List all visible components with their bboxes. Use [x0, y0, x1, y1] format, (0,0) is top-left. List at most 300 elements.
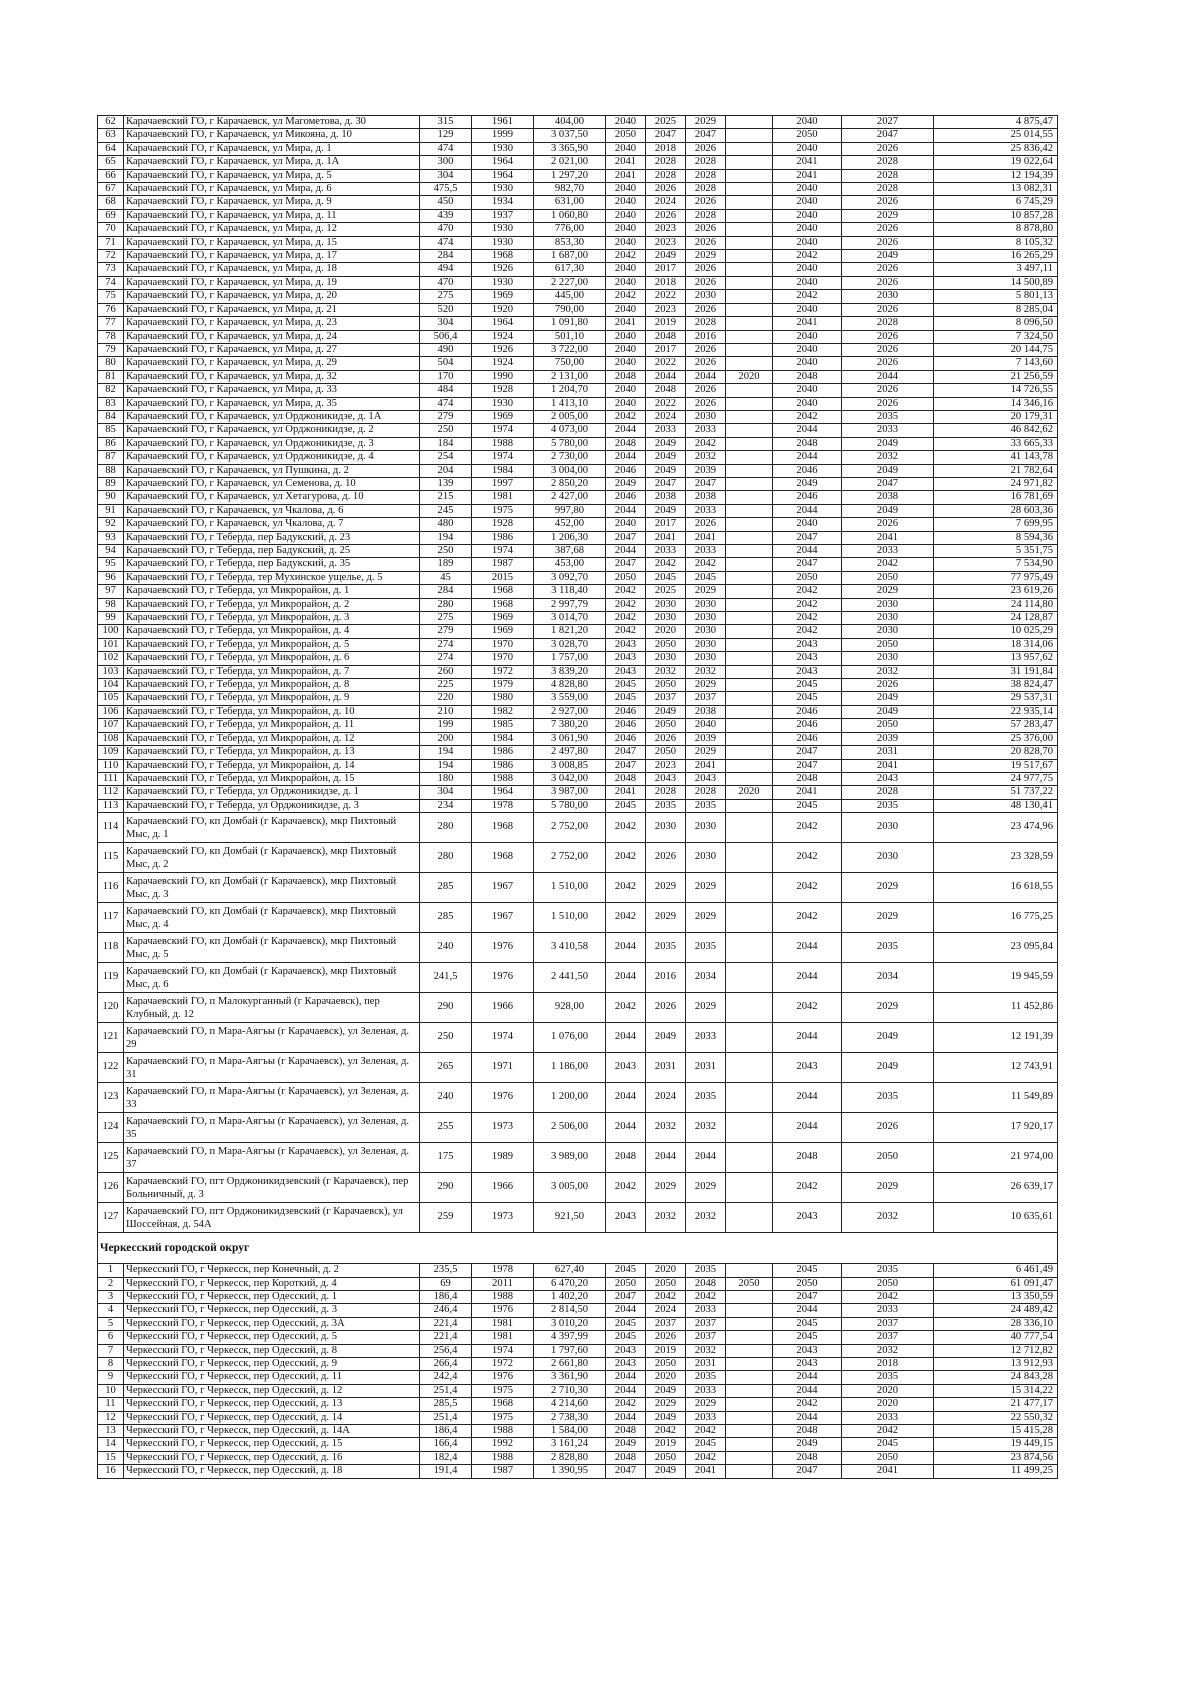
cell-year-c: 2026	[686, 303, 726, 316]
cell-total-area: 3 004,00	[534, 464, 606, 477]
cell-year-a: 2044	[606, 504, 646, 517]
cell-address: Карачаевский ГО, кп Домбай (г Карачаевск), мкр Пихтовый Мыс, д. 5	[124, 933, 420, 963]
cell-year-e: 2045	[773, 799, 842, 812]
cell-year-built: 1924	[472, 357, 534, 370]
cell-address: Карачаевский ГО, г Теберда, ул Микрорайон, д. 1	[124, 585, 420, 598]
cell-cost: 16 775,25	[934, 903, 1058, 933]
cell-year-a: 2040	[606, 196, 646, 209]
cell-year-e: 2042	[773, 612, 842, 625]
cell-row-number: 76	[98, 303, 124, 316]
cell-year-built: 1920	[472, 303, 534, 316]
cell-total-area: 3 361,90	[534, 1371, 606, 1384]
cell-year-f: 2050	[842, 1451, 934, 1464]
cell-year-d	[726, 1290, 773, 1303]
cell-year-built: 1930	[472, 397, 534, 410]
table-row	[98, 116, 1058, 129]
cell-address: Карачаевский ГО, г Теберда, ул Микрорайон, д. 8	[124, 679, 420, 692]
cell-address: Черкесский ГО, г Черкесск, пер Одесский, д. 3	[124, 1304, 420, 1317]
cell-year-b: 2029	[646, 903, 686, 933]
cell-year-a: 2044	[606, 963, 646, 993]
cell-row-number: 67	[98, 183, 124, 196]
cell-cost: 31 191,84	[934, 665, 1058, 678]
cell-year-f: 2030	[842, 625, 934, 638]
cell-year-f: 2047	[842, 477, 934, 490]
cell-year-e: 2044	[773, 1023, 842, 1053]
cell-row-number: 74	[98, 276, 124, 289]
table-row	[98, 732, 1058, 745]
cell-address: Карачаевский ГО, г Теберда, ул Микрорайон, д. 2	[124, 598, 420, 611]
cell-year-a: 2042	[606, 612, 646, 625]
section-header-body	[98, 1233, 1058, 1264]
cell-year-c: 2042	[686, 1451, 726, 1464]
cell-area: 241,5	[420, 963, 472, 993]
cell-address: Карачаевский ГО, г Карачаевск, ул Орджоникидзе, д. 4	[124, 451, 420, 464]
cell-year-e: 2042	[773, 625, 842, 638]
cell-row-number: 94	[98, 545, 124, 558]
cell-year-d	[726, 759, 773, 772]
cell-year-d: 2050	[726, 1277, 773, 1290]
cell-year-built: 1966	[472, 993, 534, 1023]
cell-year-f: 2049	[842, 705, 934, 718]
cell-year-c: 2034	[686, 963, 726, 993]
cell-total-area: 2 497,80	[534, 746, 606, 759]
table-row	[98, 665, 1058, 678]
cell-year-c: 2040	[686, 719, 726, 732]
cell-address: Карачаевский ГО, г Карачаевск, ул Мира, д. 32	[124, 370, 420, 383]
cell-area: 242,4	[420, 1371, 472, 1384]
cell-area: 189	[420, 558, 472, 571]
cell-row-number: 8	[98, 1357, 124, 1370]
cell-year-built: 1987	[472, 1465, 534, 1478]
cell-year-a: 2047	[606, 746, 646, 759]
cell-year-d	[726, 1357, 773, 1370]
cell-row-number: 3	[98, 1290, 124, 1303]
cell-year-f: 2032	[842, 1344, 934, 1357]
cell-year-a: 2048	[606, 437, 646, 450]
cell-year-f: 2028	[842, 317, 934, 330]
cell-year-f: 2037	[842, 1317, 934, 1330]
cell-year-c: 2035	[686, 799, 726, 812]
cell-year-f: 2049	[842, 1023, 934, 1053]
cell-area: 180	[420, 772, 472, 785]
cell-year-built: 1976	[472, 933, 534, 963]
cell-year-b: 2023	[646, 223, 686, 236]
cell-total-area: 3 037,50	[534, 129, 606, 142]
cell-address: Карачаевский ГО, п Мара-Аягъы (г Карачаевск), ул Зеленая, д. 37	[124, 1143, 420, 1173]
cell-year-d: 2020	[726, 370, 773, 383]
cell-year-b: 2050	[646, 746, 686, 759]
cell-year-d	[726, 196, 773, 209]
cell-year-a: 2047	[606, 531, 646, 544]
cell-year-built: 1968	[472, 585, 534, 598]
cell-address: Черкесский ГО, г Черкесск, пер Одесский, д. 1	[124, 1290, 420, 1303]
cell-year-b: 2028	[646, 786, 686, 799]
cell-area: 474	[420, 142, 472, 155]
cell-cost: 22 935,14	[934, 705, 1058, 718]
cell-year-f: 2030	[842, 843, 934, 873]
cell-total-area: 2 752,00	[534, 813, 606, 843]
cell-year-f: 2030	[842, 598, 934, 611]
cell-address: Черкесский ГО, г Черкесск, пер Одесский, д. 5	[124, 1331, 420, 1344]
cell-area: 170	[420, 370, 472, 383]
cell-year-d	[726, 665, 773, 678]
cell-total-area: 1 687,00	[534, 250, 606, 263]
cell-year-f: 2042	[842, 1290, 934, 1303]
cell-year-b: 2026	[646, 732, 686, 745]
cell-cost: 7 143,60	[934, 357, 1058, 370]
cell-year-built: 1968	[472, 843, 534, 873]
cell-year-c: 2035	[686, 1264, 726, 1277]
cell-year-e: 2040	[773, 263, 842, 276]
cell-year-a: 2044	[606, 1411, 646, 1424]
cell-area: 240	[420, 1083, 472, 1113]
cell-year-built: 1976	[472, 1304, 534, 1317]
cell-area: 275	[420, 290, 472, 303]
cell-cost: 16 618,55	[934, 873, 1058, 903]
cell-year-a: 2042	[606, 873, 646, 903]
cell-cost: 26 639,17	[934, 1173, 1058, 1203]
cell-year-c: 2029	[686, 585, 726, 598]
cell-total-area: 1 204,70	[534, 384, 606, 397]
cell-year-a: 2041	[606, 169, 646, 182]
cell-year-d	[726, 504, 773, 517]
cell-year-d	[726, 1451, 773, 1464]
cell-cost: 51 737,22	[934, 786, 1058, 799]
cell-area: 304	[420, 317, 472, 330]
cell-year-f: 2026	[842, 343, 934, 356]
cell-address: Карачаевский ГО, г Теберда, ул Микрорайон, д. 11	[124, 719, 420, 732]
cell-year-built: 1968	[472, 250, 534, 263]
cell-cost: 77 975,49	[934, 571, 1058, 584]
table-row	[98, 129, 1058, 142]
cell-year-d	[726, 719, 773, 732]
cell-area: 280	[420, 843, 472, 873]
cell-year-e: 2046	[773, 464, 842, 477]
cell-year-d	[726, 545, 773, 558]
cell-total-area: 1 091,80	[534, 317, 606, 330]
cell-year-a: 2046	[606, 464, 646, 477]
cell-year-b: 2035	[646, 799, 686, 812]
cell-total-area: 2 997,79	[534, 598, 606, 611]
cell-row-number: 78	[98, 330, 124, 343]
cell-address: Карачаевский ГО, г Карачаевск, ул Орджоникидзе, д. 1А	[124, 410, 420, 423]
cell-row-number: 15	[98, 1451, 124, 1464]
cell-year-b: 2029	[646, 1398, 686, 1411]
cell-cost: 24 489,42	[934, 1304, 1058, 1317]
table-row	[98, 276, 1058, 289]
cell-year-d	[726, 129, 773, 142]
cell-row-number: 10	[98, 1384, 124, 1397]
cell-row-number: 120	[98, 993, 124, 1023]
table-body-karachaevsk	[98, 116, 1058, 813]
cell-year-e: 2047	[773, 1290, 842, 1303]
cell-cost: 28 336,10	[934, 1317, 1058, 1330]
cell-address: Карачаевский ГО, г Теберда, ул Микрорайон, д. 14	[124, 759, 420, 772]
table-row	[98, 1438, 1058, 1451]
cell-area: 251,4	[420, 1384, 472, 1397]
cell-cost: 23 619,26	[934, 585, 1058, 598]
cell-row-number: 123	[98, 1083, 124, 1113]
cell-year-e: 2042	[773, 1173, 842, 1203]
cell-year-built: 1975	[472, 504, 534, 517]
cell-year-a: 2040	[606, 116, 646, 129]
cell-year-b: 2029	[646, 1173, 686, 1203]
cell-year-built: 1975	[472, 1411, 534, 1424]
cell-address: Карачаевский ГО, г Теберда, пер Бадукский, д. 25	[124, 545, 420, 558]
cell-area: 186,4	[420, 1425, 472, 1438]
cell-year-d	[726, 1173, 773, 1203]
cell-total-area: 1 584,00	[534, 1425, 606, 1438]
cell-year-e: 2048	[773, 370, 842, 383]
cell-area: 274	[420, 652, 472, 665]
cell-year-a: 2040	[606, 330, 646, 343]
cell-year-e: 2044	[773, 963, 842, 993]
cell-year-d	[726, 531, 773, 544]
cell-row-number: 95	[98, 558, 124, 571]
cell-year-a: 2050	[606, 1277, 646, 1290]
cell-address: Карачаевский ГО, г Карачаевск, ул Мира, д. 35	[124, 397, 420, 410]
cell-year-built: 1964	[472, 317, 534, 330]
table-row	[98, 625, 1058, 638]
cell-year-a: 2040	[606, 209, 646, 222]
cell-cost: 11 549,89	[934, 1083, 1058, 1113]
cell-row-number: 84	[98, 410, 124, 423]
cell-total-area: 3 061,90	[534, 732, 606, 745]
cell-year-c: 2030	[686, 625, 726, 638]
cell-year-b: 2049	[646, 1384, 686, 1397]
cell-year-built: 1988	[472, 437, 534, 450]
cell-year-b: 2049	[646, 1023, 686, 1053]
cell-year-e: 2047	[773, 746, 842, 759]
cell-year-d	[726, 558, 773, 571]
cell-area: 315	[420, 116, 472, 129]
cell-address: Черкесский ГО, г Черкесск, пер Короткий, д. 4	[124, 1277, 420, 1290]
cell-year-b: 2023	[646, 759, 686, 772]
cell-area: 194	[420, 746, 472, 759]
cell-total-area: 3 042,00	[534, 772, 606, 785]
table-row	[98, 1053, 1058, 1083]
cell-row-number: 111	[98, 772, 124, 785]
cell-year-b: 2025	[646, 585, 686, 598]
cell-cost: 46 842,62	[934, 424, 1058, 437]
table-row	[98, 357, 1058, 370]
cell-area: 235,5	[420, 1264, 472, 1277]
cell-year-c: 2033	[686, 1023, 726, 1053]
cell-area: 215	[420, 491, 472, 504]
table-row	[98, 1451, 1058, 1464]
cell-year-e: 2047	[773, 531, 842, 544]
cell-year-f: 2026	[842, 679, 934, 692]
cell-year-built: 1926	[472, 343, 534, 356]
cell-total-area: 1 510,00	[534, 903, 606, 933]
cell-year-built: 1992	[472, 1438, 534, 1451]
table-row	[98, 638, 1058, 651]
cell-year-a: 2043	[606, 638, 646, 651]
cell-year-c: 2030	[686, 813, 726, 843]
cell-year-d	[726, 772, 773, 785]
table-row	[98, 410, 1058, 423]
cell-row-number: 86	[98, 437, 124, 450]
cell-year-a: 2042	[606, 290, 646, 303]
cell-area: 225	[420, 679, 472, 692]
cell-total-area: 5 780,00	[534, 437, 606, 450]
cell-address: Черкесский ГО, г Черкесск, пер Одесский, д. 14А	[124, 1425, 420, 1438]
cell-year-built: 1970	[472, 638, 534, 651]
cell-year-e: 2043	[773, 665, 842, 678]
cell-year-c: 2037	[686, 1317, 726, 1330]
cell-cost: 10 635,61	[934, 1203, 1058, 1233]
table-row	[98, 1411, 1058, 1424]
cell-year-f: 2033	[842, 545, 934, 558]
cell-total-area: 631,00	[534, 196, 606, 209]
cell-area: 279	[420, 410, 472, 423]
cell-total-area: 5 780,00	[534, 799, 606, 812]
cell-year-built: 1974	[472, 424, 534, 437]
cell-cost: 23 095,84	[934, 933, 1058, 963]
cell-year-b: 2050	[646, 1357, 686, 1370]
cell-year-d	[726, 1053, 773, 1083]
cell-total-area: 921,50	[534, 1203, 606, 1233]
cell-year-d	[726, 692, 773, 705]
cell-year-b: 2033	[646, 424, 686, 437]
cell-year-c: 2028	[686, 317, 726, 330]
cell-year-b: 2032	[646, 665, 686, 678]
cell-cost: 5 351,75	[934, 545, 1058, 558]
cell-total-area: 4 828,80	[534, 679, 606, 692]
cell-cost: 28 603,36	[934, 504, 1058, 517]
cell-year-f: 2041	[842, 759, 934, 772]
cell-year-a: 2045	[606, 679, 646, 692]
cell-cost: 19 945,59	[934, 963, 1058, 993]
cell-year-d	[726, 1411, 773, 1424]
cell-year-f: 2045	[842, 1438, 934, 1451]
cell-cost: 14 346,16	[934, 397, 1058, 410]
cell-year-d	[726, 464, 773, 477]
cell-year-e: 2045	[773, 1264, 842, 1277]
cell-year-built: 1981	[472, 491, 534, 504]
cell-year-d	[726, 843, 773, 873]
cell-total-area: 2 814,50	[534, 1304, 606, 1317]
cell-year-c: 2047	[686, 129, 726, 142]
cell-row-number: 71	[98, 236, 124, 249]
cell-address: Карачаевский ГО, г Карачаевск, ул Мира, д. 29	[124, 357, 420, 370]
cell-total-area: 3 014,70	[534, 612, 606, 625]
cell-year-b: 2023	[646, 303, 686, 316]
cell-total-area: 2 021,00	[534, 156, 606, 169]
cell-area: 506,4	[420, 330, 472, 343]
cell-year-c: 2029	[686, 993, 726, 1023]
document-sheet	[97, 115, 1057, 1479]
cell-year-f: 2030	[842, 612, 934, 625]
cell-cost: 24 971,82	[934, 477, 1058, 490]
cell-year-d	[726, 303, 773, 316]
cell-year-d	[726, 873, 773, 903]
cell-year-d	[726, 437, 773, 450]
cell-year-c: 2029	[686, 250, 726, 263]
table-row	[98, 1357, 1058, 1370]
cell-year-e: 2040	[773, 518, 842, 531]
cell-year-c: 2029	[686, 873, 726, 903]
cell-address: Карачаевский ГО, г Карачаевск, ул Мира, д. 11	[124, 209, 420, 222]
cell-year-built: 1974	[472, 451, 534, 464]
cell-address: Карачаевский ГО, г Карачаевск, ул Мира, д. 12	[124, 223, 420, 236]
cell-address: Черкесский ГО, г Черкесск, пер Одесский, д. 8	[124, 1344, 420, 1357]
cell-year-a: 2042	[606, 1398, 646, 1411]
cell-total-area: 3 005,00	[534, 1173, 606, 1203]
cell-year-e: 2048	[773, 1451, 842, 1464]
cell-year-f: 2031	[842, 746, 934, 759]
cell-year-d	[726, 625, 773, 638]
cell-year-c: 2042	[686, 437, 726, 450]
cell-cost: 23 474,96	[934, 813, 1058, 843]
cell-year-f: 2035	[842, 933, 934, 963]
cell-total-area: 1 186,00	[534, 1053, 606, 1083]
cell-area: 475,5	[420, 183, 472, 196]
cell-year-built: 1969	[472, 290, 534, 303]
cell-year-built: 1974	[472, 1023, 534, 1053]
table-row	[98, 571, 1058, 584]
cell-address: Карачаевский ГО, г Карачаевск, ул Мира, д. 1	[124, 142, 420, 155]
cell-year-a: 2041	[606, 156, 646, 169]
cell-year-c: 2028	[686, 169, 726, 182]
table-row	[98, 317, 1058, 330]
cell-year-built: 1930	[472, 236, 534, 249]
cell-total-area: 4 073,00	[534, 424, 606, 437]
cell-year-a: 2046	[606, 705, 646, 718]
cell-area: 182,4	[420, 1451, 472, 1464]
cell-total-area: 3 028,70	[534, 638, 606, 651]
cell-row-number: 79	[98, 343, 124, 356]
cell-year-d: 2020	[726, 786, 773, 799]
cell-year-e: 2044	[773, 933, 842, 963]
cell-year-e: 2040	[773, 343, 842, 356]
table-row	[98, 719, 1058, 732]
cell-year-d	[726, 1113, 773, 1143]
cell-year-a: 2049	[606, 1438, 646, 1451]
cell-year-built: 1930	[472, 142, 534, 155]
cell-year-c: 2026	[686, 223, 726, 236]
cell-year-c: 2033	[686, 424, 726, 437]
cell-total-area: 1 402,20	[534, 1290, 606, 1303]
table-row	[98, 169, 1058, 182]
table-row	[98, 786, 1058, 799]
cell-year-e: 2042	[773, 1398, 842, 1411]
cell-total-area: 1 390,95	[534, 1465, 606, 1478]
cell-row-number: 98	[98, 598, 124, 611]
cell-total-area: 2 227,00	[534, 276, 606, 289]
table-row	[98, 843, 1058, 873]
cell-area: 280	[420, 598, 472, 611]
cell-year-b: 2050	[646, 719, 686, 732]
cell-row-number: 63	[98, 129, 124, 142]
table-row	[98, 1023, 1058, 1053]
cell-year-built: 1984	[472, 464, 534, 477]
cell-year-c: 2033	[686, 504, 726, 517]
cell-year-d	[726, 518, 773, 531]
cell-year-c: 2026	[686, 276, 726, 289]
cell-year-b: 2019	[646, 1344, 686, 1357]
cell-year-e: 2040	[773, 183, 842, 196]
cell-area: 275	[420, 612, 472, 625]
cell-row-number: 121	[98, 1023, 124, 1053]
cell-year-c: 2028	[686, 209, 726, 222]
cell-year-a: 2045	[606, 799, 646, 812]
table-row	[98, 236, 1058, 249]
cell-year-f: 2026	[842, 196, 934, 209]
cell-address: Карачаевский ГО, кп Домбай (г Карачаевск), мкр Пихтовый Мыс, д. 1	[124, 813, 420, 843]
cell-year-e: 2040	[773, 384, 842, 397]
cell-year-f: 2041	[842, 531, 934, 544]
